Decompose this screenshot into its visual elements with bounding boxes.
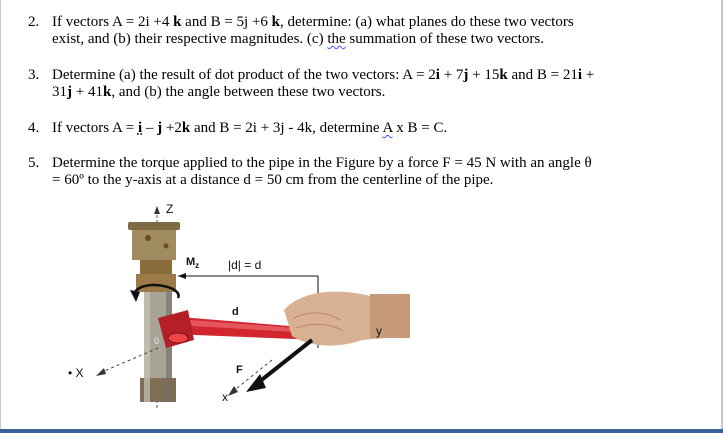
d-label: d <box>232 306 239 318</box>
x-axis-left-label: • X <box>68 366 84 380</box>
question-number: 4. <box>28 120 40 136</box>
pipe-collar <box>136 274 176 292</box>
question-number: 3. <box>28 67 40 83</box>
bottom-status-bar <box>0 429 723 433</box>
z-axis-label: Z <box>166 202 174 216</box>
question-line: If vectors A = i – j +2k and B = 2i + 3j - 4k, determine A x B = C. <box>52 120 448 136</box>
figure-drawing <box>70 198 410 430</box>
force-label: F <box>236 364 243 376</box>
pipe-joint <box>140 260 172 276</box>
question-line: = 60º to the y-axis at a distance d = 50 cm from the centerline of the pipe. <box>52 172 494 188</box>
moment-label: $M_z$ <box>186 256 200 271</box>
question-number: 5. <box>28 155 40 171</box>
question-line: If vectors A = 2i +4 k and B = 5j +6 k, determine: (a) what planes do these two vectors <box>52 14 574 30</box>
x-axis-left-arrow-icon <box>96 368 106 376</box>
pipe-top <box>132 226 176 260</box>
question-line: Determine (a) the result of dot product of the two vectors: A = 2i + 7j + 15k and B = 21i + <box>52 67 595 83</box>
z-axis-arrow-icon <box>154 206 160 214</box>
question-line: Determine the torque applied to the pipe in the Figure by a force F = 45 N with an angle θ <box>52 155 592 171</box>
pipe-wrench-figure <box>70 198 410 430</box>
d-equation-label: |d| = d <box>228 258 262 272</box>
origin-label: 0 <box>154 336 160 346</box>
question-line: 31j + 41k, and (b) the angle between these two vectors. <box>52 84 386 100</box>
moment-arrow-icon <box>130 290 140 302</box>
y-axis-label: y <box>376 324 382 338</box>
force-arrow <box>254 340 312 386</box>
spellcheck-mark: the <box>327 31 346 47</box>
question-number: 2. <box>28 14 40 30</box>
spellcheck-mark: A <box>382 120 393 136</box>
pipe-cap <box>128 222 180 230</box>
x-axis-bottom-label: x <box>222 390 228 404</box>
page-left-border <box>0 0 1 433</box>
question-line: exist, and (b) their respective magnitudes. (c) the summation of these two vectors. <box>52 31 544 47</box>
